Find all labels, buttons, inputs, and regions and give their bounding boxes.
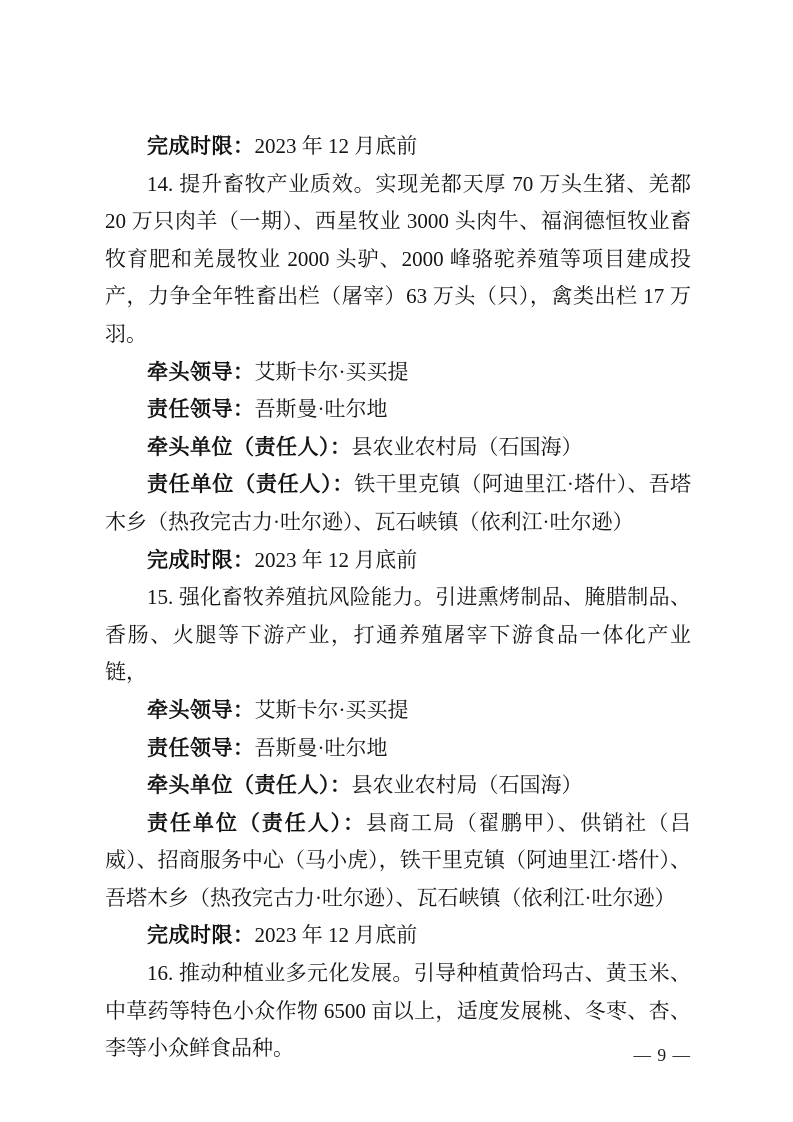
field-label: 牵头领导： — [147, 360, 255, 384]
paragraph-field — [105, 805, 691, 918]
field-label: 责任单位（责任人）： — [147, 473, 355, 497]
text-run: 16. 推动种植业多元化发展。引导种植黄恰玛古、黄玉米、中草药等特色小众作物 6500 亩以上，适度发展桃、冬枣、杏、李等小众鲜食品种。 — [105, 961, 691, 1061]
page-number: — 9 — — [633, 1045, 691, 1065]
field-label: 完成时限： — [147, 135, 255, 158]
paragraph-deadline — [105, 542, 691, 580]
paragraph-field — [105, 429, 691, 467]
paragraph-field — [105, 692, 691, 730]
paragraph-deadline — [105, 917, 691, 955]
text-run: 艾斯卡尔·买买提 — [254, 697, 409, 722]
paragraph-numbered-item — [105, 955, 691, 1068]
paragraph-field — [105, 730, 691, 768]
paragraph-numbered-item — [105, 166, 691, 354]
text-run: 2023 年 12 月底前 — [254, 134, 418, 158]
field-label: 责任领导： — [147, 398, 255, 422]
text-run: 2023 年 12 月底前 — [254, 923, 418, 948]
field-label: 牵头单位（责任人）： — [147, 435, 352, 459]
document-body — [105, 128, 691, 1068]
field-label: 牵头单位（责任人）： — [147, 774, 352, 798]
text-run: 吾斯曼·吐尔地 — [254, 397, 388, 422]
text-run: 艾斯卡尔·买买提 — [254, 359, 409, 384]
paragraph-deadline — [105, 128, 691, 166]
field-label: 责任单位（责任人）： — [147, 811, 367, 835]
paragraph-field — [105, 391, 691, 429]
text-run: 县农业农村局（石国海） — [351, 434, 583, 459]
paragraph-field — [105, 466, 691, 541]
paragraph-field — [105, 354, 691, 392]
text-run: 县农业农村局（石国海） — [351, 773, 583, 798]
text-run: 14. 提升畜牧产业质效。实现羌都天厚 70 万头生猪、羌都 20 万只肉羊（一期）、西星牧业 3000 头肉牛、福润德恒牧业畜牧育肥和羌晟牧业 2000 头驴、2000 峰骆驼养殖等项目建成投产，力争全年牲畜出栏（屠宰）63 万头（只），禽类出栏 17 万羽。 — [105, 171, 691, 346]
text-run: 县商工局（翟鹏甲）、供销社（吕威）、招商服务中心（马小虎），铁干里克镇（阿迪里江·塔什）、吾塔木乡（热孜完古力·吐尔逊）、瓦石峡镇（依利江·吐尔逊） — [105, 810, 692, 910]
text-run: 2023 年 12 月底前 — [254, 547, 418, 572]
text-run: 吾斯曼·吐尔地 — [254, 735, 388, 760]
text-run: 铁干里克镇（阿迪里江·塔什）、吾塔木乡（热孜完古力·吐尔逊）、瓦石峡镇（依利江·吐尔逊） — [105, 472, 692, 534]
field-label: 牵头领导： — [147, 698, 255, 722]
text-run: 15. 强化畜牧养殖抗风险能力。引进熏烤制品、腌腊制品、香肠、火腿等下游产业，打通养殖屠宰下游食品一体化产业链， — [105, 585, 691, 685]
field-label: 完成时限： — [147, 548, 255, 572]
paragraph-field — [105, 767, 691, 805]
field-label: 责任领导： — [147, 736, 255, 760]
paragraph-numbered-item — [105, 579, 691, 692]
field-label: 完成时限： — [147, 924, 255, 948]
